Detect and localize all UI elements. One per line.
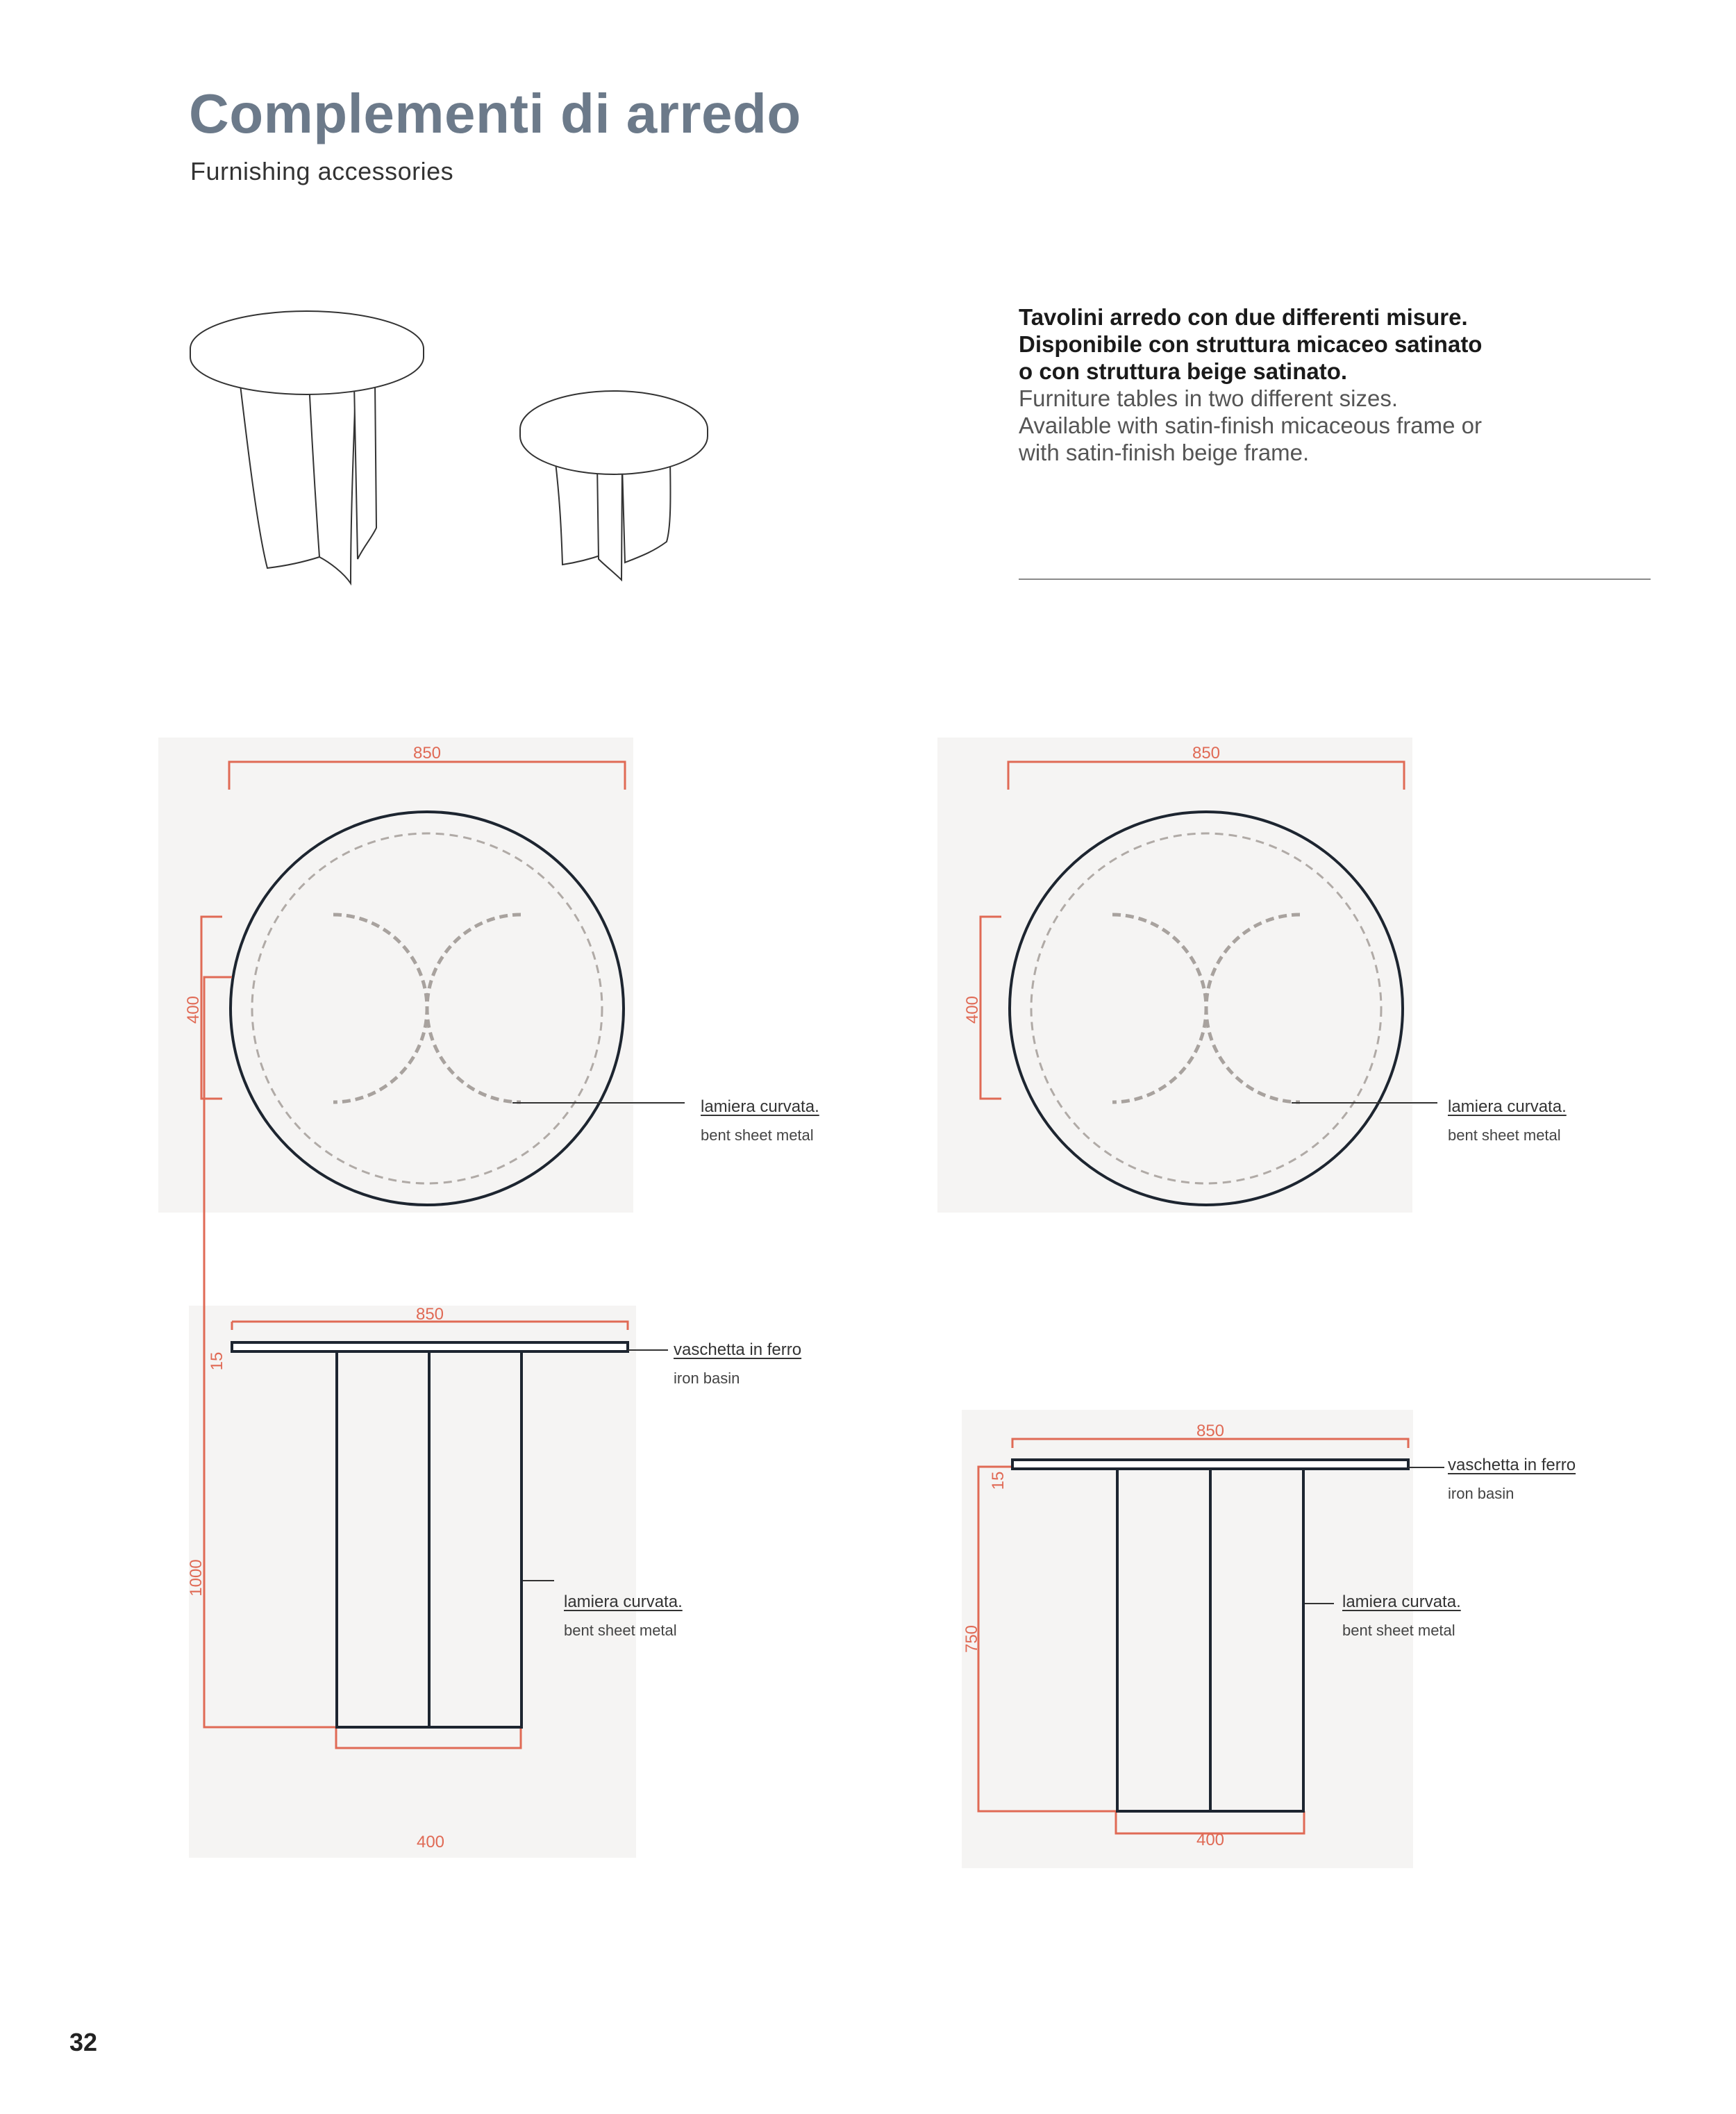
label-iron-basin: vaschetta in ferro	[674, 1340, 802, 1359]
top-view-left-drawing	[158, 738, 633, 1213]
label-bent-sheet-metal: lamiera curvata.	[1342, 1592, 1461, 1611]
dimension-width: 850	[1192, 744, 1221, 763]
tables-perspective-sketch	[181, 299, 736, 604]
dimension-base: 400	[416, 1833, 445, 1851]
description-line: Available with satin-finish micaceous frame or	[1019, 413, 1483, 438]
sublabel-bent-sheet-metal: bent sheet metal	[1342, 1622, 1455, 1639]
description-line: Furniture tables in two different sizes.	[1019, 385, 1398, 411]
side-view-tall-drawing	[189, 1306, 636, 1858]
label-bent-sheet-metal: lamiera curvata.	[564, 1592, 683, 1611]
label-iron-basin: vaschetta in ferro	[1448, 1456, 1576, 1474]
sublabel-bent-sheet-metal: bent sheet metal	[1448, 1126, 1561, 1144]
page-title: Complementi di arredo	[189, 83, 801, 144]
description-bold-line: o con struttura beige satinato.	[1019, 358, 1348, 384]
description-bold-line: Disponibile con struttura micaceo satinato	[1019, 331, 1483, 357]
page-subtitle: Furnishing accessories	[190, 157, 454, 185]
sublabel-iron-basin: iron basin	[674, 1370, 740, 1387]
dimension-height: 750	[962, 1624, 981, 1654]
dimension-width: 850	[412, 744, 442, 763]
divider	[1019, 579, 1651, 580]
page-number: 32	[69, 2028, 98, 2056]
label-bent-sheet-metal: lamiera curvata.	[1448, 1097, 1567, 1116]
sublabel-bent-sheet-metal: bent sheet metal	[701, 1126, 814, 1144]
description-bold-line: Tavolini arredo con due differenti misure.	[1019, 304, 1468, 330]
top-view-right-drawing	[937, 738, 1412, 1213]
description-line: with satin-finish beige frame.	[1019, 440, 1310, 465]
dimension-height: 1000	[187, 1559, 206, 1597]
dimension-top-thickness: 15	[208, 1351, 226, 1371]
dimension-base: 400	[1196, 1831, 1225, 1849]
dimension-width: 850	[415, 1305, 444, 1324]
sublabel-bent-sheet-metal: bent sheet metal	[564, 1622, 677, 1639]
sublabel-iron-basin: iron basin	[1448, 1485, 1514, 1502]
dimension-depth: 400	[963, 995, 982, 1024]
product-description	[1019, 303, 1609, 466]
dimension-depth: 400	[184, 995, 203, 1024]
dimension-width: 850	[1196, 1422, 1225, 1440]
dimension-top-thickness: 15	[989, 1471, 1008, 1490]
label-bent-sheet-metal: lamiera curvata.	[701, 1097, 819, 1116]
